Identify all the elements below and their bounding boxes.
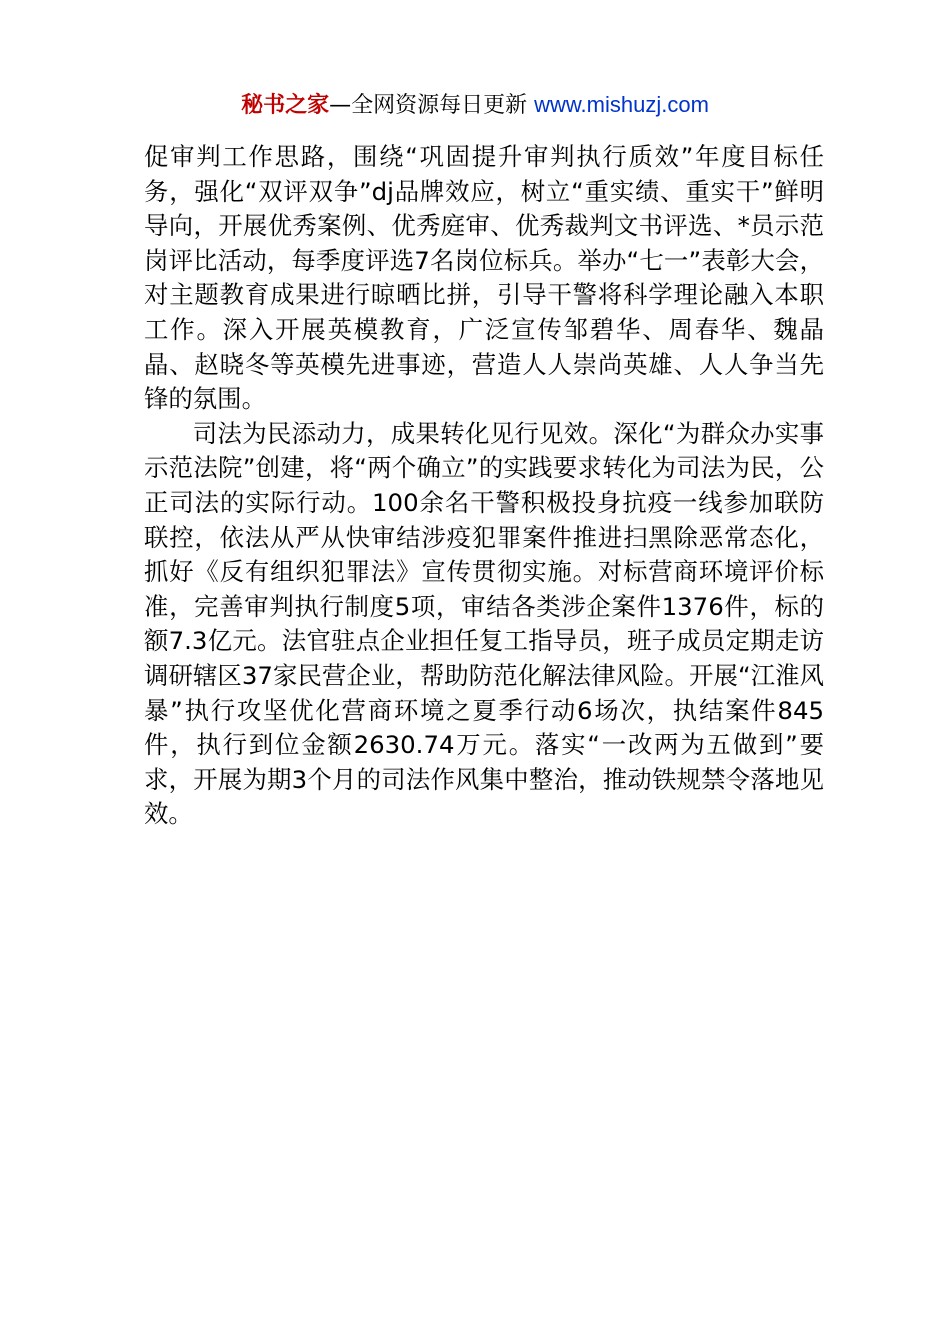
brand-name: 秘书之家 [241, 93, 330, 118]
paragraph-continued: 促审判工作思路，围绕“巩固提升审判执行质效”年度目标任务，强化“双评双争”dj品牌效应，树立“重实绩、重实干”鲜明导向，开展优秀案例、优秀庭审、优秀裁判文书评选、*员示范岗评比活动，每季度评选7名岗位标兵。举办“七一”表彰大会，对主题教育成果进行晾晒比拼，引导干警将科学理论融入本职工作。深入开展英模教育，广泛宣传邹碧华、周春华、魏晶晶、赵晓冬等英模先进事迹，营造人人崇尚英雄、人人争当先锋的氛围。 [144, 142, 824, 414]
page-header [0, 88, 950, 123]
paragraph-judicial-for-people: 司法为民添动力，成果转化见行见效。深化“为群众办实事示范法院”创建，将“两个确立”的实践要求转化为司法为民，公正司法的实际行动。100余名干警积极投身抗疫一线参加联防联控，依法从严从快审结涉疫犯罪案件推进扫黑除恶常态化，抓好《反有组织犯罪法》宣传贯彻实施。对标营商环境评价标准，完善审判执行制度5项，审结各类涉企案件1376件，标的额7.3亿元。法官驻点企业担任复工指导员，班子成员定期走访调研辖区37家民营企业，帮助防范化解法律风险。开展“江淮风暴”执行攻坚优化营商环境之夏季行动6场次，执结案件845件，执行到位金额2630.74万元。落实“一改两为五做到”要求，开展为期3个月的司法作风集中整治，推动铁规禁令落地见效。 [144, 418, 824, 829]
document-body [144, 140, 824, 832]
site-url-link[interactable]: www.mishuzj.com [534, 92, 709, 117]
header-tagline: —全网资源每日更新 [329, 93, 535, 118]
